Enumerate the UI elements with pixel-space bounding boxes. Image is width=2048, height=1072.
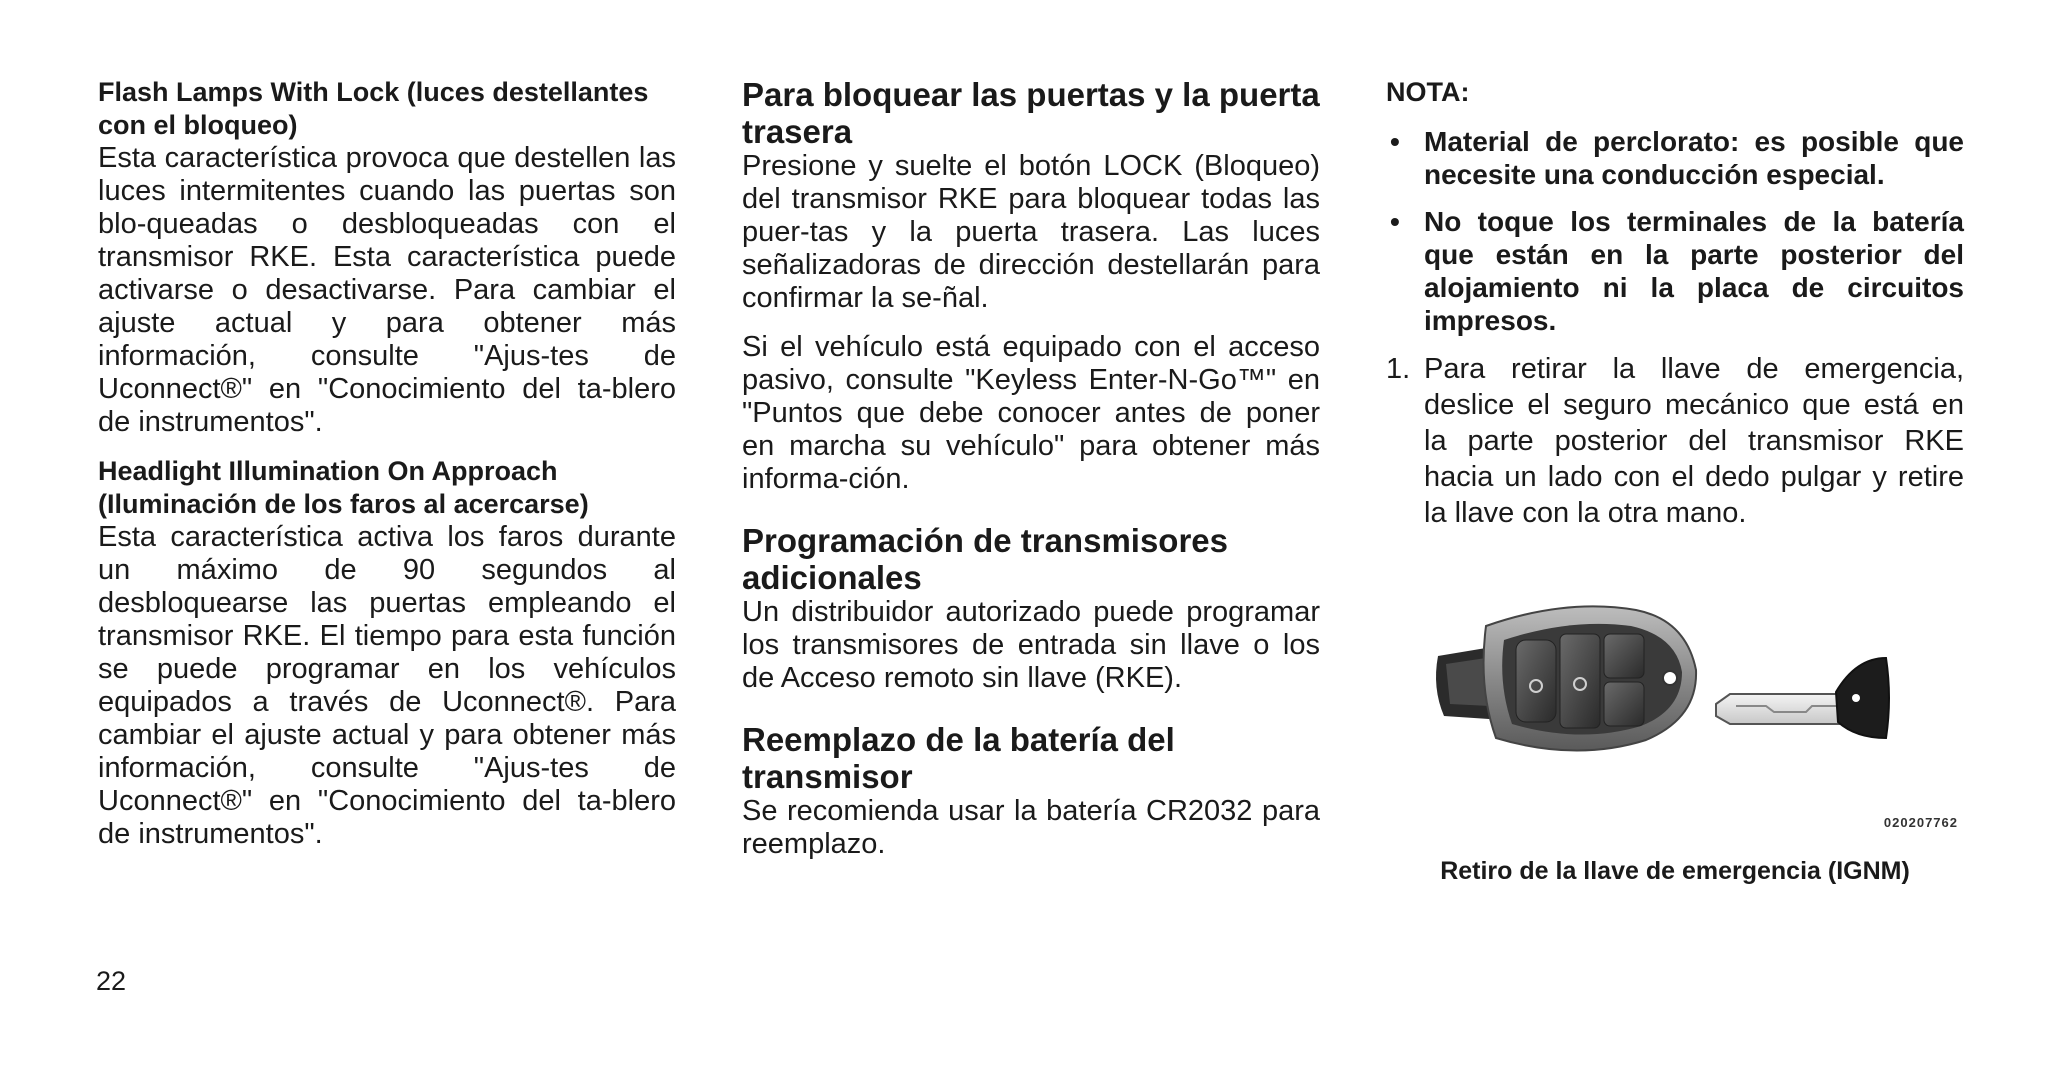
section-body-flash-lamps: Esta característica provoca que destellen las luces intermitentes cuando las puertas son blo-queadas o desbloqueadas con el transmisor RKE. Esta característica puede activarse o desactivarse. Para cambiar el ajuste actual y para obtener más información, consulte "Ajus-tes de Uconnect®" en "Conocimiento del ta-blero de instrumentos". — [98, 142, 676, 438]
fob-button — [1560, 634, 1600, 728]
section-title-headlight-line2: (Iluminación de los faros al acercarse) — [98, 489, 589, 519]
fob-button — [1604, 682, 1644, 726]
bullet-icon: • — [1390, 126, 1400, 157]
paragraph-battery: Se recomienda usar la batería CR2032 para reemplazo. — [742, 795, 1320, 860]
note-label: NOTA: — [1386, 77, 1470, 107]
note-bullet-text: Material de perclorato: es posible que necesite una conducción especial. — [1424, 126, 1964, 190]
heading-battery: Reemplazo de la batería del transmisor — [742, 721, 1175, 795]
key-blade — [1716, 694, 1840, 724]
column-right — [1386, 76, 1964, 531]
step-number: 1. — [1386, 353, 1411, 385]
figure-caption: Retiro de la llave de emergencia (IGNM) — [1440, 857, 1910, 885]
section-body-headlight: Esta característica activa los faros durante un máximo de 90 segundos al desbloquearse las puertas empleando el transmisor RKE. El tiempo para esta función se puede programar en los vehículos equipados a través de Uconnect®. Para cambiar el ajuste actual y para obtener más información, consulte "Ajus-tes de Uconnect®" en "Conocimiento del ta-blero de instrumentos". — [98, 521, 676, 850]
paragraph-programming: Un distribuidor autorizado puede programar los transmisores de entrada sin llave o los de Acceso remoto sin llave (RKE). — [742, 596, 1320, 694]
paragraph-passive-entry: Si el vehículo está equipado con el acceso pasivo, consulte "Keyless Enter-N-Go™" en "Puntos que debe conocer antes de poner en marcha su vehículo" para obtener más informa-ción. — [742, 331, 1320, 495]
bullet-icon: • — [1390, 206, 1400, 237]
step-item — [1386, 351, 1964, 531]
list-item — [1386, 125, 1964, 191]
section-title-headlight-line1: Headlight Illumination On Approach — [98, 456, 558, 486]
heading-programming: Programación de transmisores adicionales — [742, 522, 1229, 596]
column-middle — [742, 76, 1320, 861]
section-title-flash-lamps: Flash Lamps With Lock (luces destellantes con el bloqueo) — [98, 77, 649, 140]
heading-lock-doors: Para bloquear las puertas y la puerta trasera — [742, 76, 1320, 150]
paragraph-lock-doors: Presione y suelte el botón LOCK (Bloqueo) del transmisor RKE para bloquear todas las puer-tas y la puerta trasera. Las luces señalizadoras de dirección destellarán para confirmar la se-ñal. — [742, 150, 1320, 314]
page-number: 22 — [96, 966, 127, 996]
fob-button — [1604, 634, 1644, 678]
list-item — [1386, 205, 1964, 337]
note-bullet-text: No toque los terminales de la batería que están en la parte posterior del alojamiento ni la placa de circuitos impresos. — [1424, 206, 1964, 336]
keyring-hole — [1663, 671, 1677, 685]
step-text: Para retirar la llave de emergencia, deslice el seguro mecánico que está en la parte posterior del transmisor RKE hacia un lado con el dedo pulgar y retire la llave con la otra mano. — [1424, 353, 1964, 529]
column-left — [98, 76, 676, 851]
key-fob-illustration — [1386, 548, 1964, 840]
figure-code: 020207762 — [1883, 815, 1958, 830]
figure-key-fob — [1386, 548, 1964, 840]
